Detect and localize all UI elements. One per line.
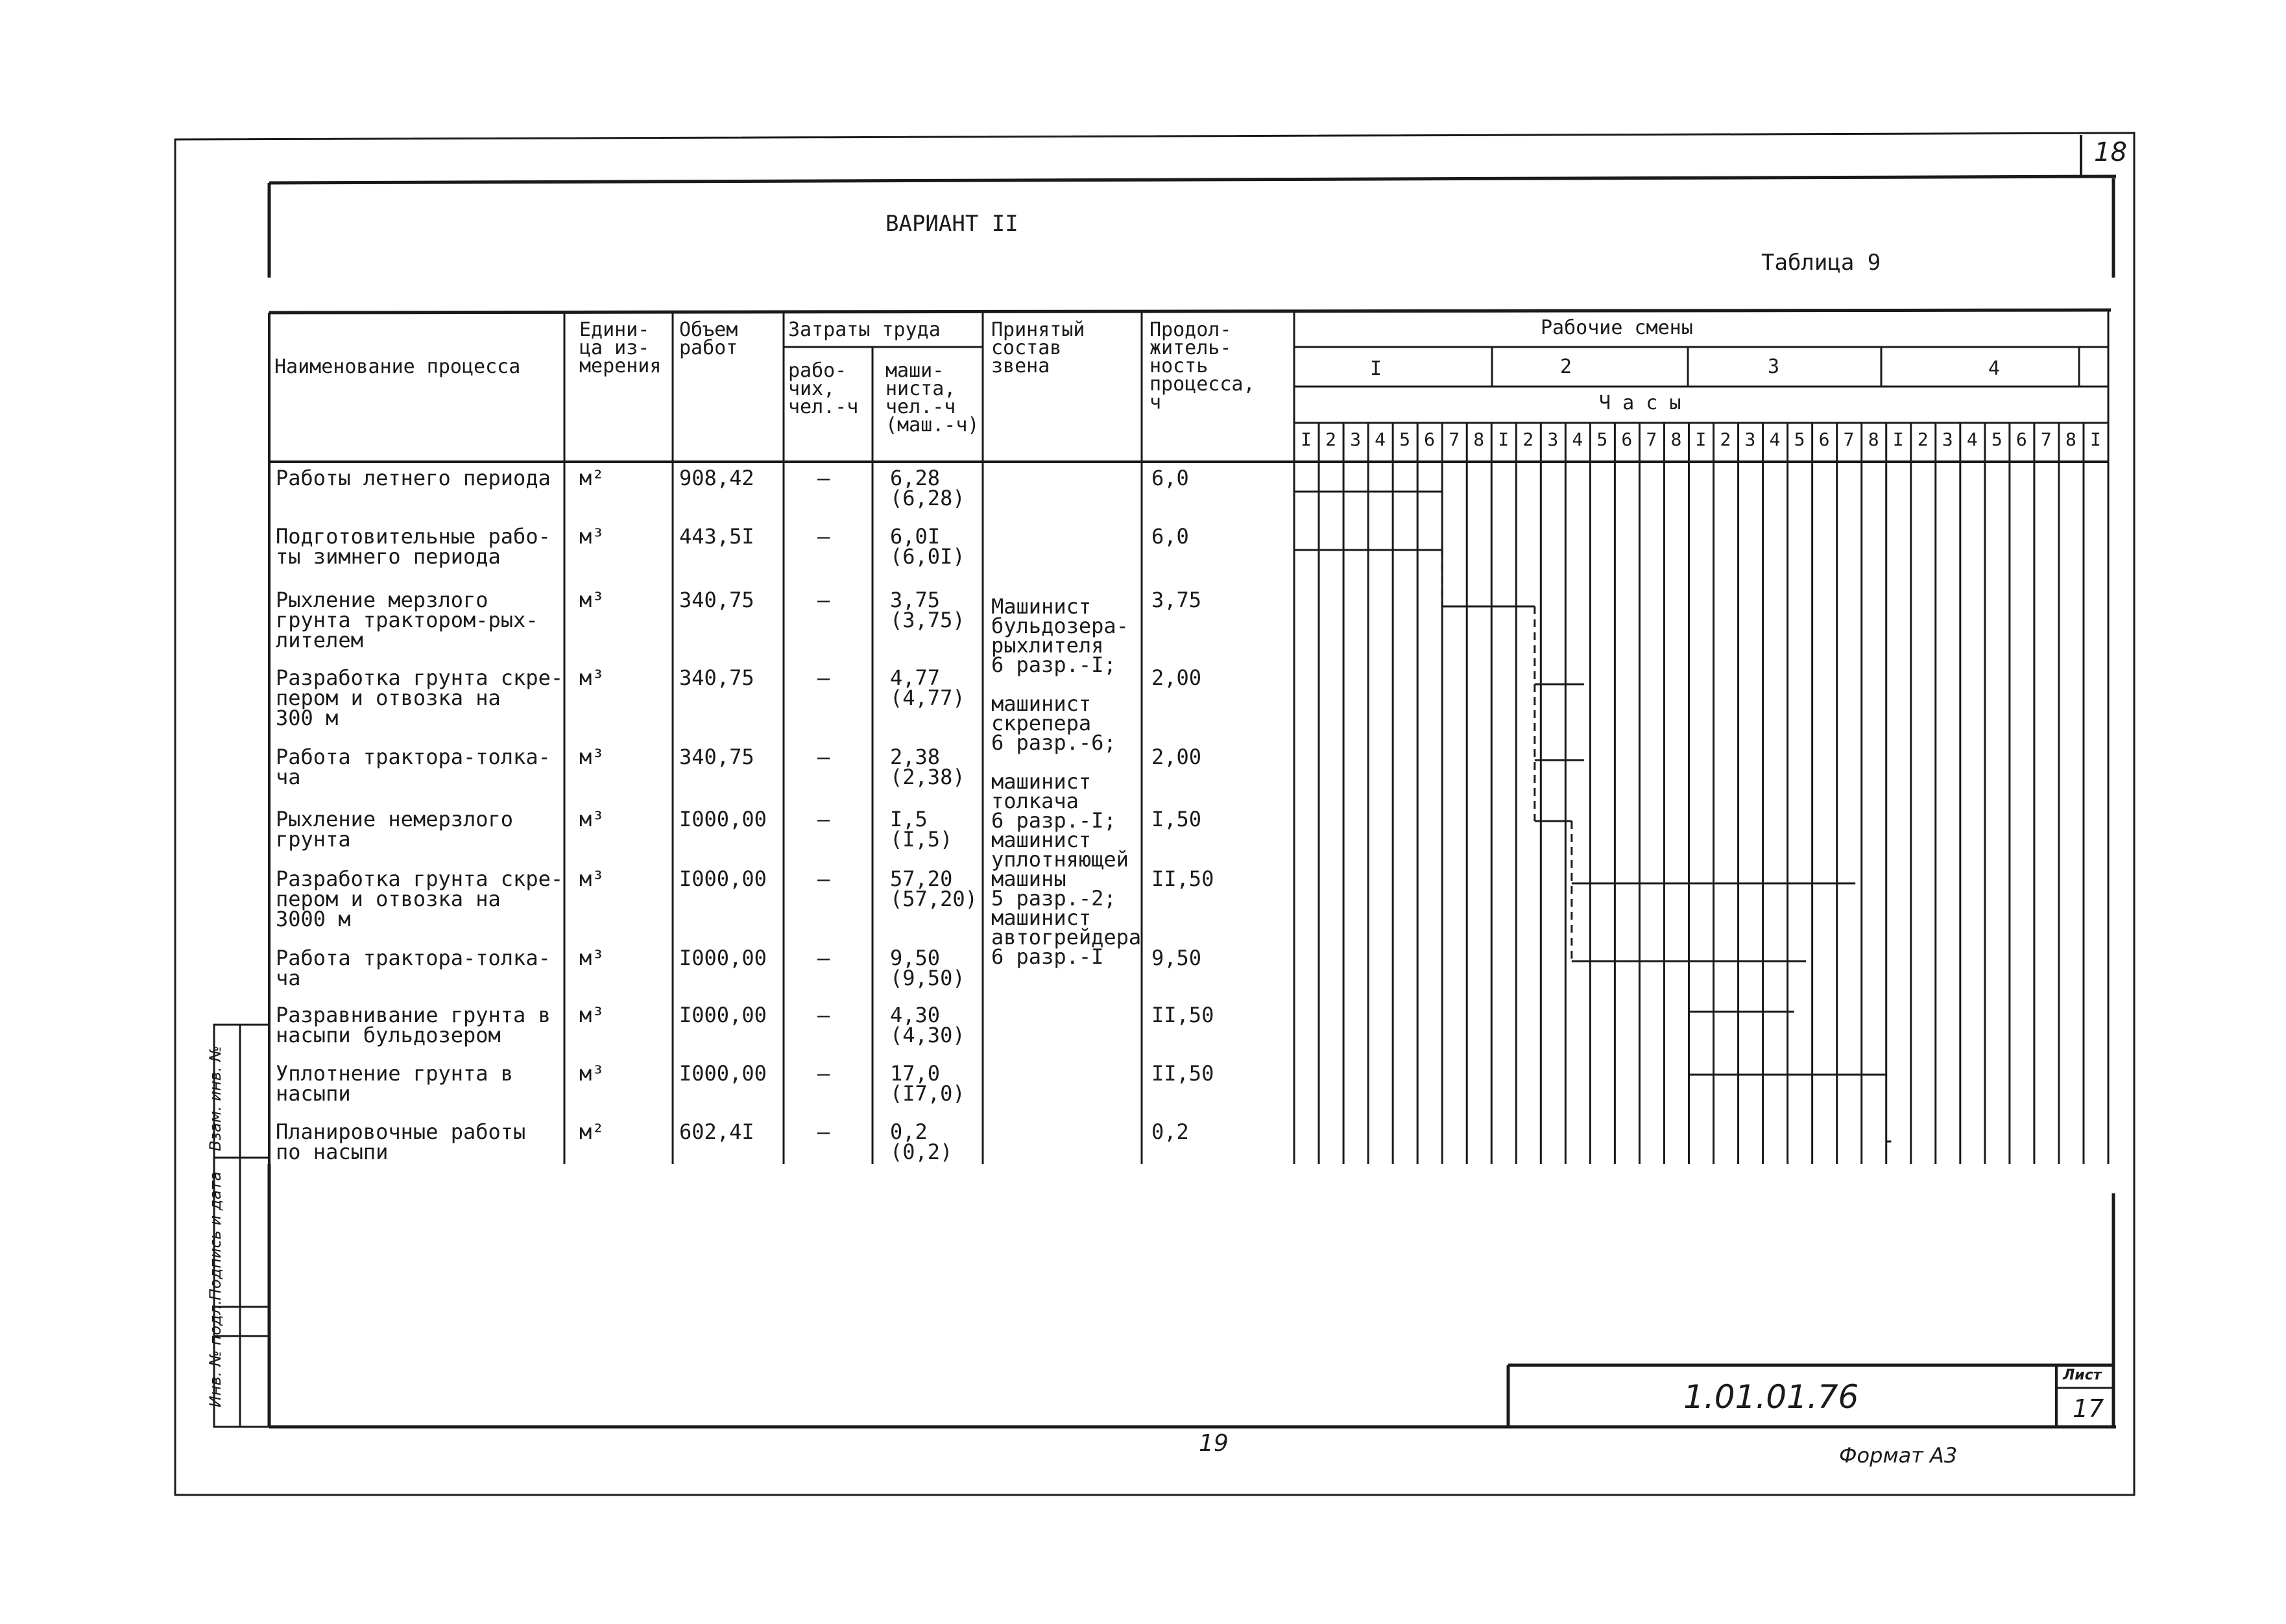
row-10-workers-hours: – [817,1061,830,1086]
row-3-unit: м³ [579,588,605,612]
hour-label: I [1301,429,1312,450]
hour-label: I [2089,429,2101,450]
hour-label: 4 [1966,429,1978,450]
hour-label: 7 [1843,429,1855,450]
stamp-vzam: Взам. инв. № [206,1045,224,1151]
hour-label: 6 [2015,429,2027,450]
gantt-bars [1294,492,1891,1141]
hour-label: 6 [1424,429,1436,450]
row-7-duration: II,50 [1151,866,1214,891]
header-volume: Объем работ [679,318,738,359]
stamp-inv-podl: Инв. № подл. [206,1300,224,1407]
hour-label: 6 [1621,429,1633,450]
row-9-machinist-hours: 4,30 (4,30) [890,1003,965,1047]
row-5-machinist-hours: 2,38 (2,38) [890,745,965,789]
hour-label: 3 [1744,429,1756,450]
row-6-volume: I000,00 [679,807,767,831]
table-label: Таблица 9 [1761,250,1881,276]
page-number-bottom: 19 [1199,1430,1229,1457]
row-8-volume: I000,00 [679,946,767,970]
row-2-volume: 443,5I [679,524,754,549]
hour-label: I [1892,429,1904,450]
row-1-workers-hours: – [817,466,830,490]
hour-label: 7 [1646,429,1657,450]
hour-label: 3 [1547,429,1559,450]
row-8-machinist-hours: 9,50 (9,50) [890,946,965,990]
row-7-unit: м³ [579,866,605,891]
row-2-unit: м³ [579,524,605,549]
row-6-unit: м³ [579,807,605,831]
sheet-number: 17 [2073,1394,2104,1423]
row-8-duration: 9,50 [1151,946,1202,970]
row-10-process-name: Уплотнение грунта в насыпи [276,1061,514,1106]
row-7-workers-hours: – [817,866,830,891]
hour-label: 2 [1522,429,1534,450]
row-6-machinist-hours: I,5 (I,5) [890,807,953,852]
hour-label: 8 [1473,429,1485,450]
header-process: Наименование процесса [274,355,521,378]
row-9-process-name: Разравнивание грунта в насыпи бульдозером [276,1003,551,1047]
hour-label: 8 [1670,429,1682,450]
row-6-duration: I,50 [1151,807,1202,831]
row-4-unit: м³ [579,665,605,690]
hour-label: I [1695,429,1707,450]
shift-number-4: 4 [1988,357,2001,380]
row-3-volume: 340,75 [679,588,754,612]
shift-number-3: 3 [1768,355,1780,378]
row-6-workers-hours: – [817,807,830,831]
row-1-volume: 908,42 [679,466,754,490]
row-9-volume: I000,00 [679,1003,767,1027]
row-1-unit: м² [579,466,605,490]
hour-label: 5 [1596,429,1608,450]
stamp-podpis: Подпись и дата [206,1171,224,1300]
row-10-unit: м³ [579,1061,605,1086]
row-11-duration: 0,2 [1151,1119,1189,1144]
crew-text: Машинист бульдозера- рыхлителя 6 разр.-I; машинист скрепера 6 разр.-6; машинист толкача 6 разр.-I; машинист уплотняющей машины 5 разр.-2; машинист автогрейдера 6 разр.-I [991,594,1142,969]
hour-label: 7 [1449,429,1460,450]
hour-label: 2 [1720,429,1731,450]
gantt-grid [1319,423,2084,1164]
row-11-unit: м² [579,1119,605,1144]
row-3-process-name: Рыхление мерзлого грунта трактором-рых- лителем [276,588,538,652]
row-8-unit: м³ [579,946,605,970]
hour-label: 3 [1942,429,1953,450]
row-3-machinist-hours: 3,75 (3,75) [890,588,965,632]
row-1-machinist-hours: 6,28 (6,28) [890,466,965,510]
row-7-process-name: Разработка грунта скре- пером и отвозка на 3000 м [276,866,564,931]
hour-label: I [1498,429,1510,450]
header-unit: Едини- ца из- мерения [579,318,662,377]
sheet-label: Лист [2063,1367,2102,1383]
shift-number-1: I [1370,357,1382,380]
row-10-machinist-hours: 17,0 (I7,0) [890,1061,965,1106]
header-duration: Продол- житель- ность процесса, ч [1149,318,1255,414]
row-11-process-name: Планировочные работы по насыпи [276,1119,526,1164]
hour-label: 2 [1917,429,1929,450]
hour-label: 4 [1375,429,1386,450]
doc-code: 1.01.01.76 [1683,1378,1859,1416]
hour-label: 2 [1325,429,1336,450]
row-5-workers-hours: – [817,745,830,769]
hour-label: 4 [1572,429,1583,450]
header-labor: Затраты труда [788,318,941,341]
row-4-workers-hours: – [817,665,830,690]
row-2-process-name: Подготовительные рабо- ты зимнего периода [276,524,551,569]
hour-label: 7 [2040,429,2052,450]
header-hours: Ч а с ы [1599,392,1681,414]
hour-label: 8 [1868,429,1879,450]
row-9-workers-hours: – [817,1003,830,1027]
hour-label: 5 [1399,429,1410,450]
row-10-duration: II,50 [1151,1061,1214,1086]
hour-label: 8 [2065,429,2076,450]
row-9-unit: м³ [579,1003,605,1027]
header-shifts: Рабочие смены [1541,316,1693,339]
header-machinists: маши- ниста, чел.-ч (маш.-ч) [885,359,980,436]
row-11-workers-hours: – [817,1119,830,1144]
variant-title: ВАРИАНТ II [885,211,1018,237]
row-1-duration: 6,0 [1151,466,1189,490]
row-2-machinist-hours: 6,0I (6,0I) [890,524,965,569]
row-5-volume: 340,75 [679,745,754,769]
row-8-workers-hours: – [817,946,830,970]
row-7-volume: I000,00 [679,866,767,891]
row-6-process-name: Рыхление немерзлого грунта [276,807,514,852]
row-11-machinist-hours: 0,2 (0,2) [890,1119,953,1164]
row-5-duration: 2,00 [1151,745,1202,769]
row-4-process-name: Разработка грунта скре- пером и отвозка на 300 м [276,665,564,730]
hour-label: 5 [1794,429,1805,450]
header-workers: рабо- чих, чел.-ч [788,359,859,418]
shift-number-2: 2 [1560,355,1572,378]
row-11-volume: 602,4I [679,1119,754,1144]
hour-label: 5 [1991,429,2003,450]
hour-label: 6 [1818,429,1830,450]
row-1-process-name: Работы летнего периода [276,466,551,490]
header-crew: Принятый состав звена [991,318,1085,377]
row-4-duration: 2,00 [1151,665,1202,690]
row-10-volume: I000,00 [679,1061,767,1086]
row-2-duration: 6,0 [1151,524,1189,549]
page-number-top: 18 [2094,137,2127,167]
row-2-workers-hours: – [817,524,830,549]
row-5-unit: м³ [579,745,605,769]
row-9-duration: II,50 [1151,1003,1214,1027]
row-4-machinist-hours: 4,77 (4,77) [890,665,965,710]
hour-label: 4 [1769,429,1781,450]
row-4-volume: 340,75 [679,665,754,690]
hour-label: 3 [1350,429,1361,450]
row-3-workers-hours: – [817,588,830,612]
row-8-process-name: Работа трактора-толка- ча [276,946,551,990]
row-7-machinist-hours: 57,20 (57,20) [890,866,978,911]
row-5-process-name: Работа трактора-толка- ча [276,745,551,789]
row-3-duration: 3,75 [1151,588,1202,612]
format-label: Формат А3 [1839,1443,1958,1468]
